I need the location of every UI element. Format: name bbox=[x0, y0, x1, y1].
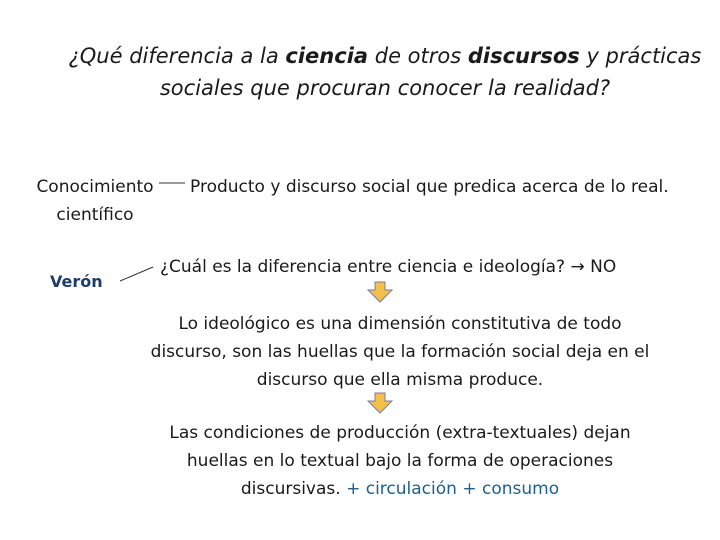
author-label: Verón bbox=[50, 272, 103, 291]
ideology-statement: Lo ideológico es una dimensión constitutiva de todo discurso, son las huellas que la formación social deja en el discurso que ella misma produce. bbox=[150, 314, 650, 390]
circulation-consumption-text: + circulación + consumo bbox=[340, 479, 560, 499]
title-part-1: ¿Qué diferencia a la bbox=[68, 44, 286, 68]
concept-definition: Producto y discurso social que predica acerca de lo real. bbox=[190, 177, 669, 197]
title-bold-discursos: discursos bbox=[467, 44, 580, 68]
question-text: ¿Cuál es la diferencia entre ciencia e ideología? → NO bbox=[160, 257, 617, 277]
production-conditions-text: Las condiciones de producción (extra-textuales) dejan huellas en lo textual bajo la forma de operaciones discursivas. bbox=[169, 423, 631, 499]
down-arrow-icon bbox=[368, 393, 392, 413]
title-bold-ciencia: ciencia bbox=[285, 44, 369, 68]
title-part-2: de otros bbox=[368, 44, 468, 68]
author-connector-line bbox=[120, 267, 153, 281]
down-arrow-icon bbox=[368, 282, 392, 302]
title-part-3: y prácticas sociales que procuran conocer la realidad? bbox=[159, 44, 702, 100]
production-conditions-statement bbox=[145, 419, 655, 503]
concept-label: Conocimiento científico bbox=[36, 177, 154, 225]
